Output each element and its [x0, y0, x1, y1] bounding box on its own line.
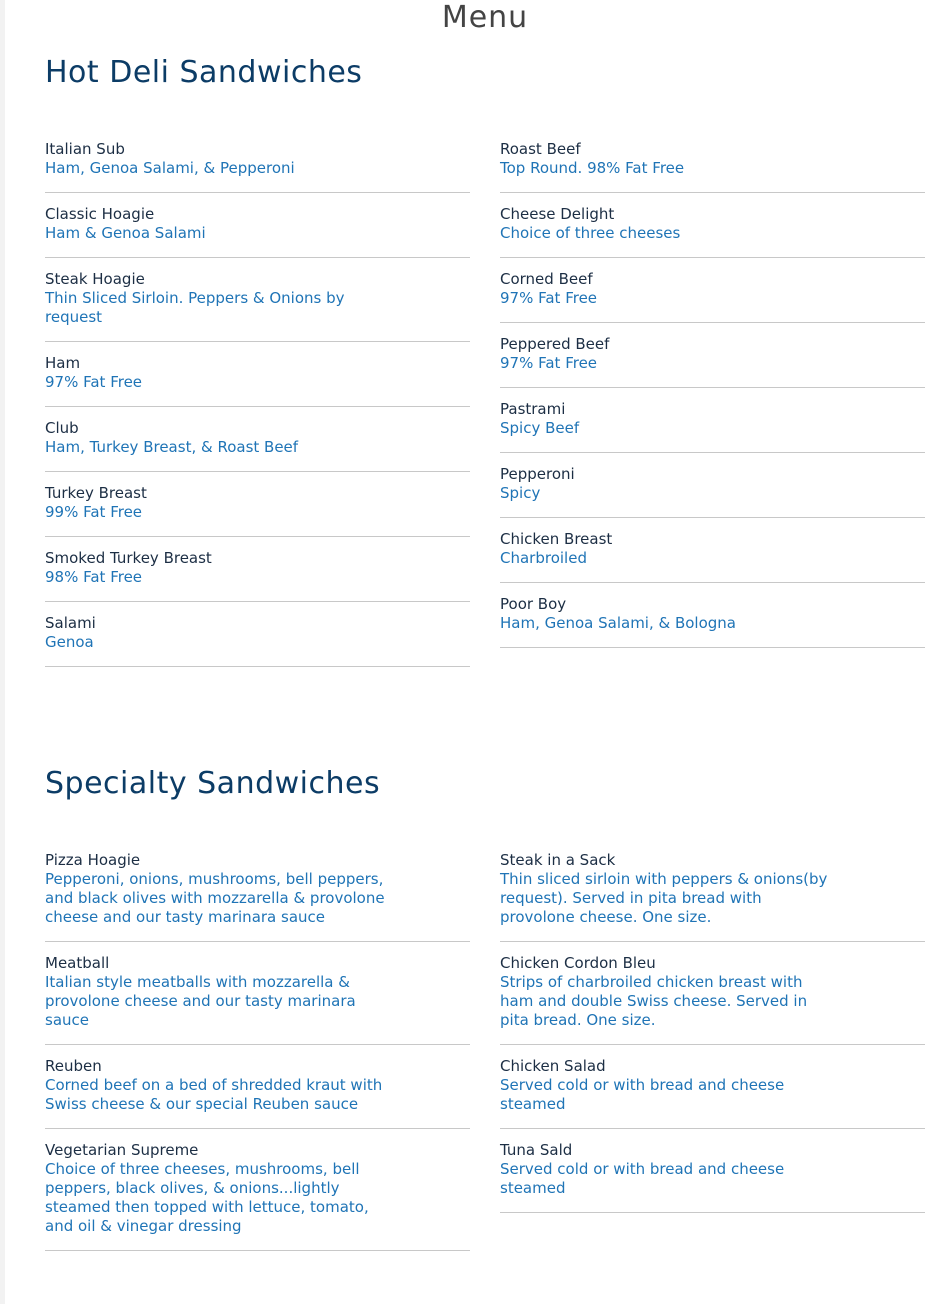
menu-item	[500, 193, 925, 258]
item-name: Turkey Breast	[45, 484, 147, 502]
menu-item	[45, 942, 470, 1045]
item-description: 98% Fat Free	[45, 568, 143, 586]
item-name: Poor Boy	[500, 595, 567, 613]
menu-item	[500, 1045, 925, 1129]
item-name: Pastrami	[500, 400, 566, 418]
item-description: Served cold or with bread and cheese steamed	[500, 1076, 785, 1113]
item-name: Club	[45, 419, 79, 437]
hot-deli-left-column	[45, 140, 470, 667]
specialty-right-column	[500, 851, 925, 1213]
item-description: Spicy Beef	[500, 419, 580, 437]
hot-deli-right-column	[500, 140, 925, 648]
menu-item	[500, 140, 925, 193]
menu-item	[45, 537, 470, 602]
item-description: Top Round. 98% Fat Free	[500, 159, 685, 177]
item-description: Ham & Genoa Salami	[45, 224, 206, 242]
menu-item	[500, 851, 925, 942]
menu-item	[45, 258, 470, 342]
item-name: Corned Beef	[500, 270, 593, 288]
item-description: 97% Fat Free	[500, 289, 598, 307]
menu-item	[45, 140, 470, 193]
menu-item	[500, 583, 925, 648]
item-name: Pepperoni	[500, 465, 575, 483]
item-description: Italian style meatballs with mozzarella & provolone cheese and our tasty marinara sauce	[45, 973, 356, 1029]
menu-item	[45, 1129, 470, 1251]
item-name: Reuben	[45, 1057, 102, 1075]
item-description: 99% Fat Free	[45, 503, 143, 521]
item-name: Roast Beef	[500, 140, 581, 158]
item-description: Spicy	[500, 484, 541, 502]
item-description: Charbroiled	[500, 549, 587, 567]
item-name: Ham	[45, 354, 81, 372]
left-border	[0, 0, 5, 1304]
menu-item	[45, 193, 470, 258]
item-name: Chicken Breast	[500, 530, 613, 548]
item-name: Tuna Sald	[500, 1141, 573, 1159]
item-name: Salami	[45, 614, 96, 632]
item-description: Served cold or with bread and cheese steamed	[500, 1160, 785, 1197]
item-description: Ham, Turkey Breast, & Roast Beef	[45, 438, 299, 456]
item-name: Peppered Beef	[500, 335, 610, 353]
item-name: Italian Sub	[45, 140, 125, 158]
item-name: Pizza Hoagie	[45, 851, 141, 869]
item-name: Cheese Delight	[500, 205, 615, 223]
item-name: Classic Hoagie	[45, 205, 155, 223]
menu-item	[45, 1045, 470, 1129]
menu-item	[500, 388, 925, 453]
item-name: Steak Hoagie	[45, 270, 145, 288]
menu-item	[500, 258, 925, 323]
specialty-left-column	[45, 851, 470, 1251]
item-description: Corned beef on a bed of shredded kraut with Swiss cheese & our special Reuben sauce	[45, 1076, 383, 1113]
item-name: Meatball	[45, 954, 110, 972]
menu-item	[45, 407, 470, 472]
item-description: 97% Fat Free	[45, 373, 143, 391]
menu-item	[45, 472, 470, 537]
page-title: Menu	[441, 0, 529, 35]
item-description: Thin Sliced Sirloin. Peppers & Onions by request	[45, 289, 345, 326]
menu-item	[500, 453, 925, 518]
menu-item	[45, 851, 470, 942]
menu-item	[500, 1129, 925, 1213]
menu-item	[500, 942, 925, 1045]
item-description: Ham, Genoa Salami, & Bologna	[500, 614, 737, 632]
menu-item	[45, 602, 470, 667]
item-description: Choice of three cheeses, mushrooms, bell peppers, black olives, & onions...lightly steamed then topped with lettuce, tomato, and oil & vinegar dressing	[45, 1160, 369, 1235]
menu-item	[45, 342, 470, 407]
item-name: Chicken Salad	[500, 1057, 606, 1075]
menu-item	[500, 518, 925, 583]
item-name: Chicken Cordon Bleu	[500, 954, 656, 972]
item-description: Strips of charbroiled chicken breast with ham and double Swiss cheese. Served in pita bread. One size.	[500, 973, 808, 1029]
item-name: Vegetarian Supreme	[45, 1141, 199, 1159]
section-title-specialty: Specialty Sandwiches	[45, 766, 381, 801]
item-description: Genoa	[45, 633, 94, 651]
item-description: Ham, Genoa Salami, & Pepperoni	[45, 159, 295, 177]
item-description: Thin sliced sirloin with peppers & onions(by request). Served in pita bread with provolone cheese. One size.	[500, 870, 828, 926]
item-description: Choice of three cheeses	[500, 224, 681, 242]
item-description: Pepperoni, onions, mushrooms, bell peppers, and black olives with mozzarella & provolone cheese and our tasty marinara sauce	[45, 870, 385, 926]
menu-item	[500, 323, 925, 388]
item-name: Smoked Turkey Breast	[45, 549, 212, 567]
item-description: 97% Fat Free	[500, 354, 598, 372]
section-title-hot-deli: Hot Deli Sandwiches	[45, 55, 363, 90]
item-name: Steak in a Sack	[500, 851, 616, 869]
